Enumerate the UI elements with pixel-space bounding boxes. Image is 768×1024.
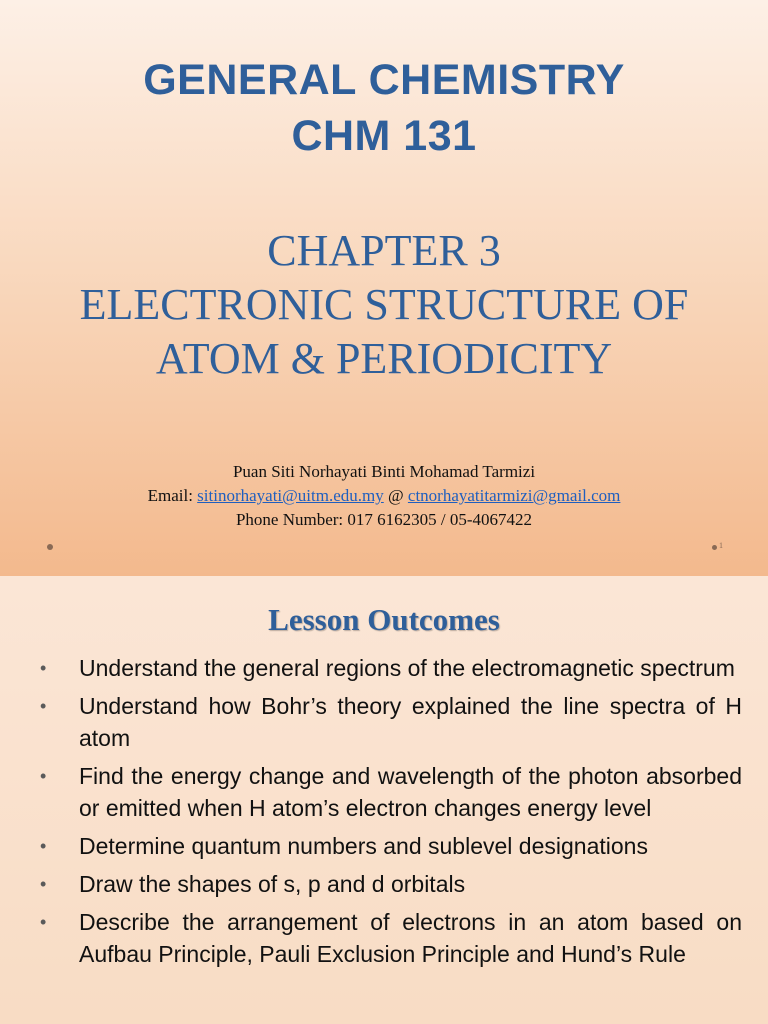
outcomes-list bbox=[40, 652, 742, 976]
outcome-text: Understand how Bohr’s theory explained the line spectra of H atom bbox=[79, 693, 742, 751]
outcome-text: Draw the shapes of s, p and d orbitals bbox=[79, 871, 466, 897]
chapter-title-line-1: CHAPTER 3 bbox=[267, 226, 501, 275]
slide-number: 1 bbox=[719, 541, 723, 550]
bullet-icon: • bbox=[40, 874, 47, 894]
email-link-primary[interactable]: sitinorhayati@uitm.edu.my bbox=[197, 486, 384, 505]
course-title bbox=[0, 52, 768, 164]
chapter-title bbox=[0, 224, 768, 386]
list-item bbox=[40, 830, 742, 862]
list-item bbox=[40, 906, 742, 970]
email-link-secondary[interactable]: ctnorhayatitarmizi@gmail.com bbox=[407, 486, 621, 505]
slide-number-dot-icon bbox=[712, 545, 717, 550]
phone-number: Phone Number: 017 6162305 / 05-4067422 bbox=[235, 510, 533, 529]
email-separator: @ bbox=[383, 486, 408, 505]
bullet-icon: • bbox=[40, 766, 47, 786]
bullet-icon: • bbox=[40, 836, 47, 856]
course-title-line-1: GENERAL CHEMISTRY bbox=[143, 56, 625, 104]
course-title-line-2: CHM 131 bbox=[291, 112, 477, 160]
outcome-text: Describe the arrangement of electrons in an atom based on Aufbau Principle, Pauli Exclusion Principle and Hund’s Rule bbox=[79, 909, 742, 967]
list-item bbox=[40, 760, 742, 824]
footer-bullet-dot-icon bbox=[47, 544, 53, 550]
chapter-title-line-2: ELECTRONIC STRUCTURE OF bbox=[79, 280, 689, 329]
contact-info bbox=[0, 460, 768, 532]
outcome-text: Determine quantum numbers and sublevel designations bbox=[79, 833, 648, 859]
lesson-outcomes-slide bbox=[0, 576, 768, 1024]
bullet-icon: • bbox=[40, 658, 47, 678]
bullet-icon: • bbox=[40, 696, 47, 716]
list-item bbox=[40, 690, 742, 754]
lecturer-name: Puan Siti Norhayati Binti Mohamad Tarmizi bbox=[232, 462, 536, 481]
list-item bbox=[40, 652, 742, 684]
email-line bbox=[0, 484, 768, 508]
outcome-text: Understand the general regions of the electromagnetic spectrum bbox=[79, 655, 735, 681]
list-item bbox=[40, 868, 742, 900]
bullet-icon: • bbox=[40, 912, 47, 932]
chapter-title-line-3: ATOM & PERIODICITY bbox=[155, 334, 613, 383]
outcome-text: Find the energy change and wavelength of the photon absorbed or emitted when H atom’s electron changes energy level bbox=[79, 763, 742, 821]
email-label: Email: bbox=[147, 486, 198, 505]
lesson-outcomes-heading: Lesson Outcomes bbox=[268, 602, 500, 637]
